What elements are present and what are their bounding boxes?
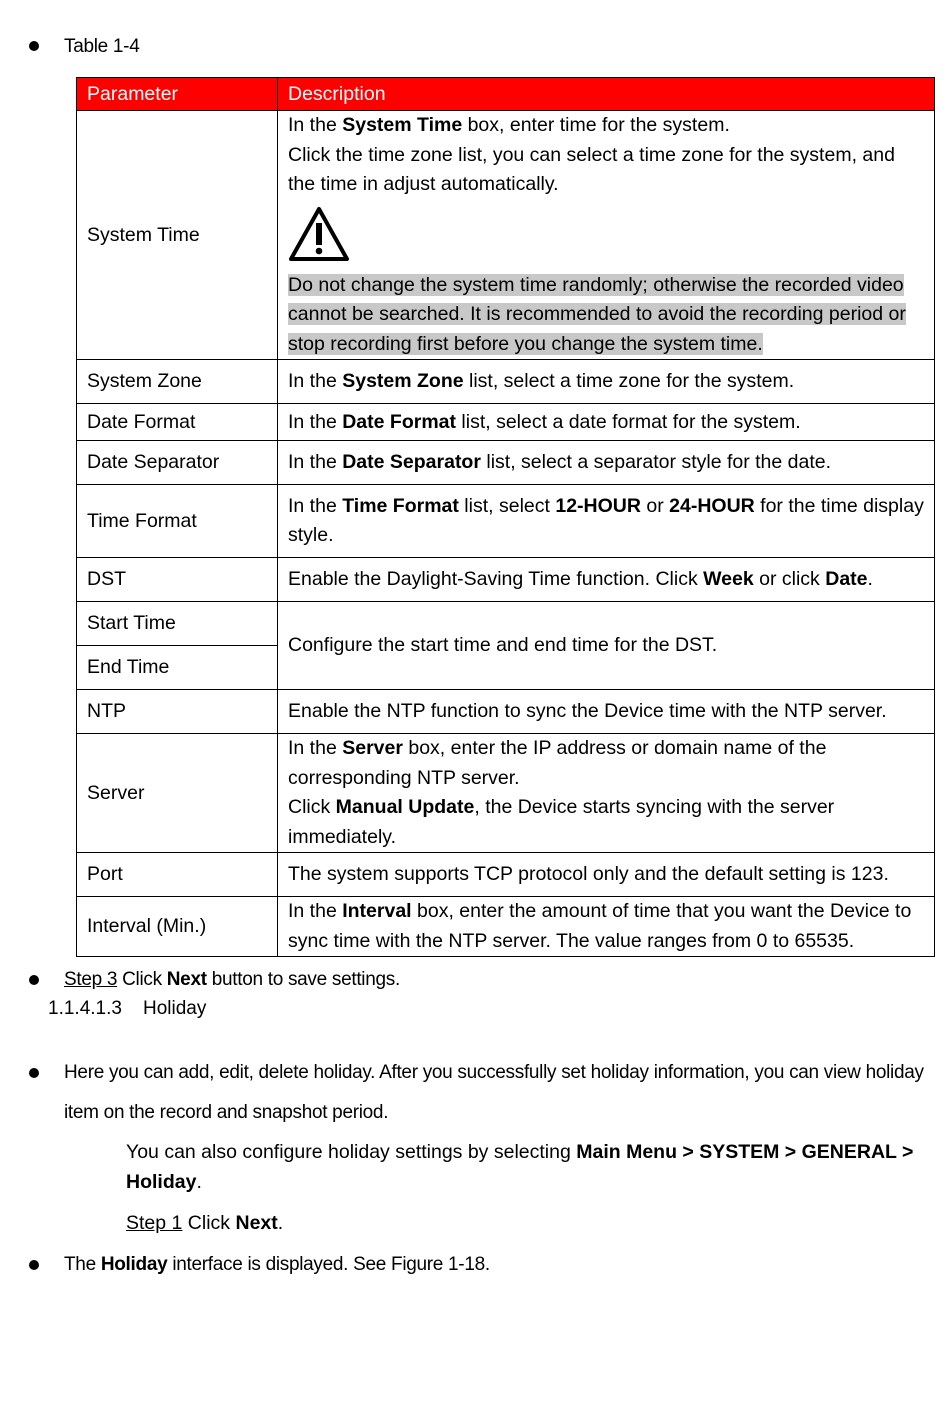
header-parameter: Parameter [77,78,278,111]
desc-time-format: In the Time Format list, select 12-HOUR or 24-HOUR for the time display style. [278,485,935,558]
warning-icon [288,200,924,271]
desc-interval: In the Interval box, enter the amount of time that you want the Device to sync time with the NTP server. The value ranges from 0 to 65535. [278,897,935,957]
bullet-icon [29,975,39,985]
table-row [77,602,935,646]
desc-date-format: In the Date Format list, select a date format for the system. [278,404,935,441]
desc-date-separator: In the Date Separator list, select a separator style for the date. [278,441,935,485]
desc-system-time: In the System Time box, enter time for the system. Click the time zone list, you can select a time zone for the system, and the time in adjust automatically. Do not change the system time randomly; otherwise the recorded video cannot be searched. It is recommended to avoid the recording period or stop recording first before you change the system time. [278,111,935,360]
param-end-time: End Time [77,646,278,690]
table-row [77,111,935,360]
desc-server: In the Server box, enter the IP address or domain name of the corresponding NTP server. Click Manual Update, the Device starts syncing with the server immediately. [278,734,935,853]
desc-port: The system supports TCP protocol only and the default setting is 123. [278,853,935,897]
section-number: 1.1.4.1.3 [48,998,122,1019]
param-date-format: Date Format [77,404,278,441]
param-time-format: Time Format [77,485,278,558]
param-ntp: NTP [77,690,278,734]
step1-line: Step 1 Click Next. [126,1212,284,1234]
bullet-icon [29,1260,39,1270]
warning-text: Do not change the system time randomly; otherwise the recorded video cannot be searched. It is recommended to avoid the recording period or stop recording first before you change the system time. [288,273,906,355]
holiday-note: You can also configure holiday settings by selecting Main Menu > SYSTEM > GENERAL > Holiday. [126,1141,914,1193]
bullet-icon [29,1068,39,1078]
step3-label: Step 3 [64,969,118,990]
table-row [77,690,935,734]
step1-label: Step 1 [126,1212,183,1234]
table-row [77,441,935,485]
param-port: Port [77,853,278,897]
desc-ntp: Enable the NTP function to sync the Device time with the NTP server. [278,690,935,734]
section-title: Holiday [143,998,207,1019]
table-row [77,853,935,897]
table-row [77,485,935,558]
header-description: Description [278,78,935,111]
desc-system-zone: In the System Zone list, select a time zone for the system. [278,360,935,404]
section-heading [48,998,206,1020]
table-row [77,404,935,441]
param-server: Server [77,734,278,853]
parameter-table [76,77,935,957]
param-date-separator: Date Separator [77,441,278,485]
param-system-time: System Time [77,111,278,360]
bullet-icon [29,41,39,51]
table-row [77,360,935,404]
table-row [77,734,935,853]
desc-dst: Enable the Daylight-Saving Time function. Click Week or click Date. [278,558,935,602]
desc-start-end-time: Configure the start time and end time for the DST. [278,602,935,690]
param-start-time: Start Time [77,602,278,646]
table-row [77,558,935,602]
table-caption: Table 1-4 [64,36,140,57]
table-row [77,897,935,957]
param-dst: DST [77,558,278,602]
table-header-row [77,78,935,111]
param-system-zone: System Zone [77,360,278,404]
param-interval: Interval (Min.) [77,897,278,957]
